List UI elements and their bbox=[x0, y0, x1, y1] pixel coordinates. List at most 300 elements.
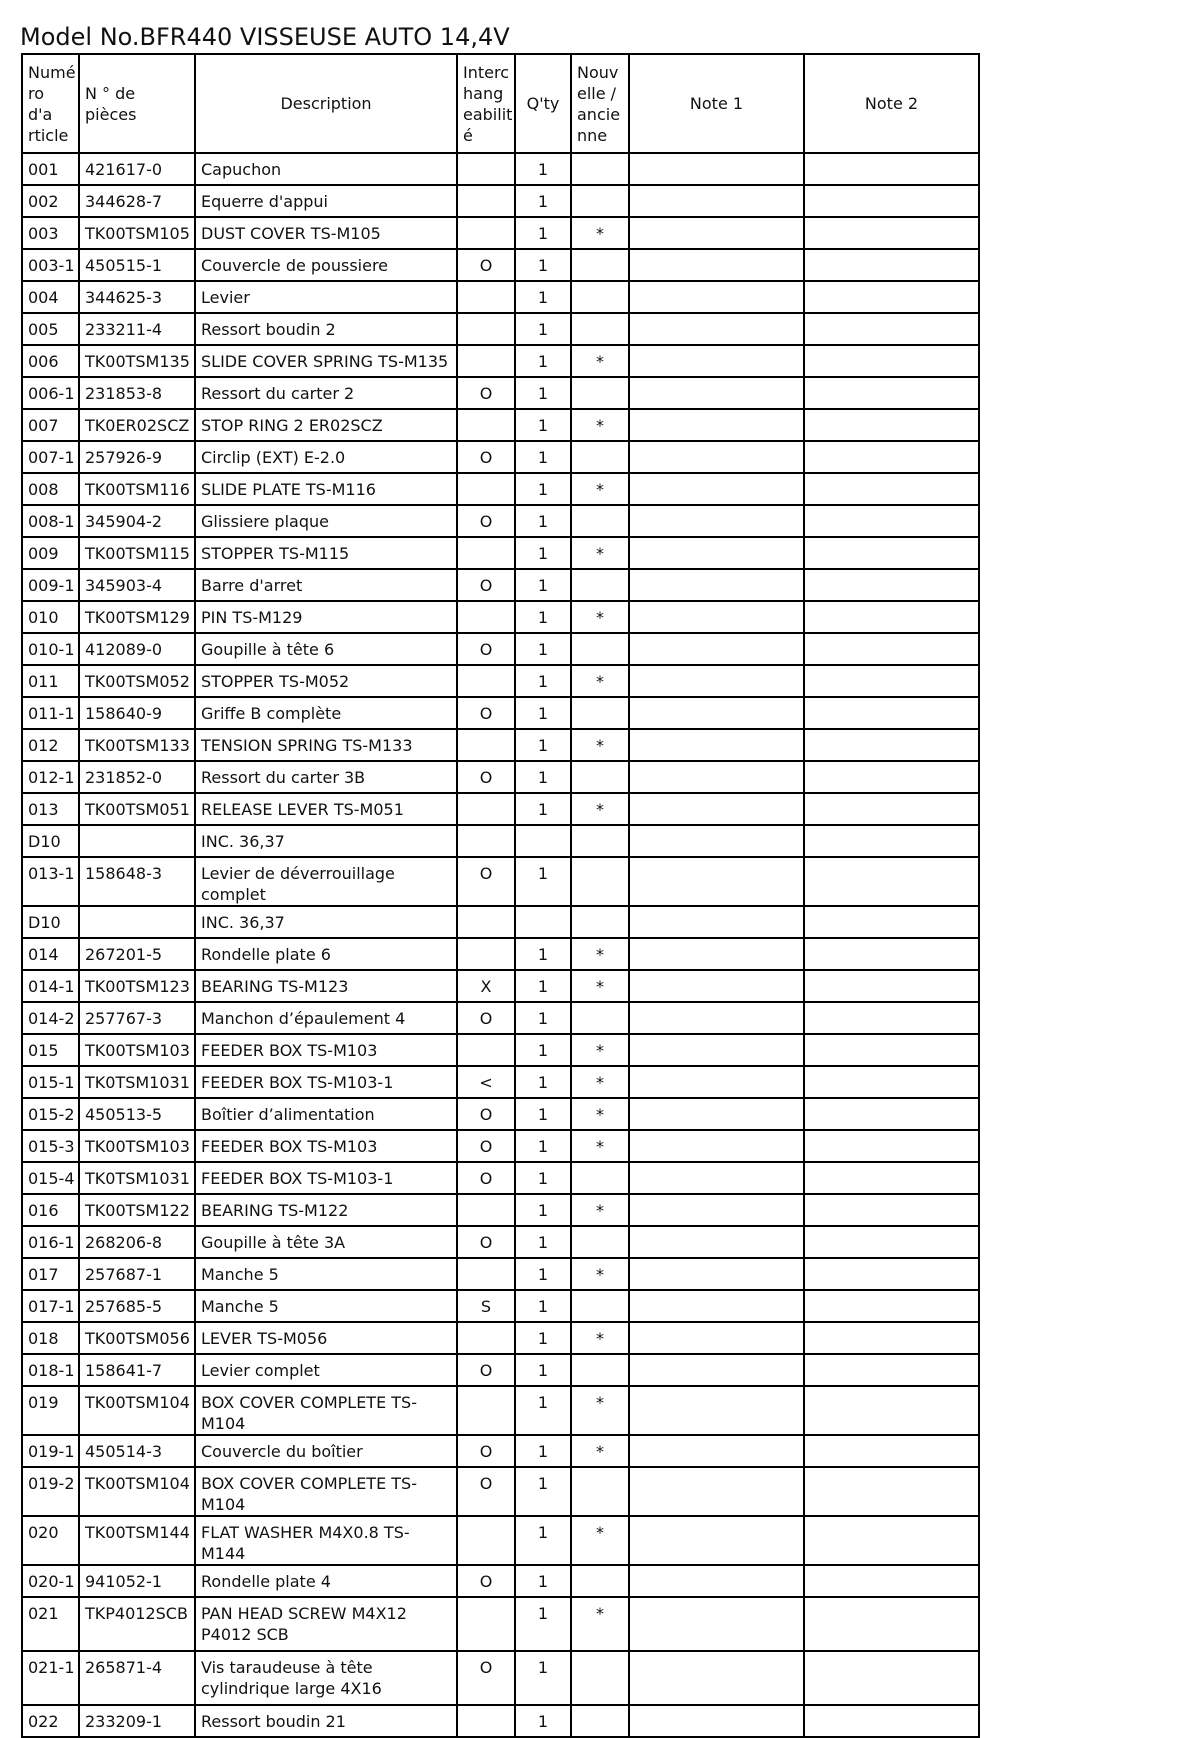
note2-cell bbox=[804, 569, 979, 601]
item-number-cell: 015-2 bbox=[22, 1098, 79, 1130]
table-row bbox=[22, 569, 979, 601]
table-row bbox=[22, 1467, 979, 1516]
table-body bbox=[22, 153, 979, 1737]
description-cell: SLIDE COVER SPRING TS-M135 bbox=[195, 345, 457, 377]
note2-cell bbox=[804, 249, 979, 281]
description-cell: FEEDER BOX TS-M103 bbox=[195, 1034, 457, 1066]
interchangeability-cell: O bbox=[457, 857, 515, 906]
interchangeability-cell: O bbox=[457, 377, 515, 409]
part-number-cell: 257685-5 bbox=[79, 1290, 195, 1322]
quantity-cell: 1 bbox=[515, 601, 571, 633]
interchangeability-cell: < bbox=[457, 1066, 515, 1098]
description-cell: Manchon d’épaulement 4 bbox=[195, 1002, 457, 1034]
item-number-cell: 021 bbox=[22, 1597, 79, 1651]
note2-cell bbox=[804, 217, 979, 249]
quantity-cell: 1 bbox=[515, 1098, 571, 1130]
item-number-cell: 017 bbox=[22, 1258, 79, 1290]
part-number-cell: TK00TSM115 bbox=[79, 537, 195, 569]
note1-cell bbox=[629, 1354, 804, 1386]
part-number-cell: 345904-2 bbox=[79, 505, 195, 537]
note1-cell bbox=[629, 793, 804, 825]
note1-cell bbox=[629, 857, 804, 906]
description-cell: Vis taraudeuse à tête cylindrique large 4X16 bbox=[195, 1651, 457, 1705]
table-row bbox=[22, 345, 979, 377]
note1-cell bbox=[629, 377, 804, 409]
quantity-cell: 1 bbox=[515, 217, 571, 249]
note2-cell bbox=[804, 601, 979, 633]
part-number-cell: TK00TSM052 bbox=[79, 665, 195, 697]
new-old-cell bbox=[571, 825, 629, 857]
item-number-cell: 014 bbox=[22, 938, 79, 970]
part-number-cell: TK00TSM144 bbox=[79, 1516, 195, 1565]
new-old-cell bbox=[571, 505, 629, 537]
description-cell: BOX COVER COMPLETE TS-M104 bbox=[195, 1386, 457, 1435]
description-cell: STOPPER TS-M052 bbox=[195, 665, 457, 697]
new-old-cell: * bbox=[571, 938, 629, 970]
header-interchangeability: Interc hang eabilit é bbox=[457, 54, 515, 153]
new-old-cell: * bbox=[571, 793, 629, 825]
note2-cell bbox=[804, 473, 979, 505]
description-cell: BOX COVER COMPLETE TS-M104 bbox=[195, 1467, 457, 1516]
note2-cell bbox=[804, 313, 979, 345]
header-item-no: Numé ro d'a rticle bbox=[22, 54, 79, 153]
table-row bbox=[22, 1322, 979, 1354]
item-number-cell: 020-1 bbox=[22, 1565, 79, 1597]
item-number-cell: 007 bbox=[22, 409, 79, 441]
note2-cell bbox=[804, 1162, 979, 1194]
interchangeability-cell bbox=[457, 1705, 515, 1737]
note2-cell bbox=[804, 345, 979, 377]
part-number-cell: 267201-5 bbox=[79, 938, 195, 970]
header-note1: Note 1 bbox=[629, 54, 804, 153]
interchangeability-cell: X bbox=[457, 970, 515, 1002]
note1-cell bbox=[629, 217, 804, 249]
note1-cell bbox=[629, 970, 804, 1002]
quantity-cell: 1 bbox=[515, 1322, 571, 1354]
note2-cell bbox=[804, 1226, 979, 1258]
item-number-cell: 013-1 bbox=[22, 857, 79, 906]
note2-cell bbox=[804, 281, 979, 313]
part-number-cell: 257687-1 bbox=[79, 1258, 195, 1290]
note2-cell bbox=[804, 665, 979, 697]
description-cell: Griffe B complète bbox=[195, 697, 457, 729]
note2-cell bbox=[804, 409, 979, 441]
interchangeability-cell: O bbox=[457, 1435, 515, 1467]
new-old-cell bbox=[571, 281, 629, 313]
interchangeability-cell bbox=[457, 409, 515, 441]
quantity-cell: 1 bbox=[515, 1354, 571, 1386]
interchangeability-cell bbox=[457, 906, 515, 938]
note1-cell bbox=[629, 153, 804, 185]
description-cell: Levier bbox=[195, 281, 457, 313]
part-number-cell: 941052-1 bbox=[79, 1565, 195, 1597]
quantity-cell: 1 bbox=[515, 249, 571, 281]
interchangeability-cell bbox=[457, 1258, 515, 1290]
note1-cell bbox=[629, 1651, 804, 1705]
new-old-cell bbox=[571, 153, 629, 185]
description-cell: LEVER TS-M056 bbox=[195, 1322, 457, 1354]
part-number-cell: TK0TSM1031 bbox=[79, 1066, 195, 1098]
table-row bbox=[22, 441, 979, 473]
header-description: Description bbox=[195, 54, 457, 153]
quantity-cell: 1 bbox=[515, 281, 571, 313]
quantity-cell: 1 bbox=[515, 409, 571, 441]
description-cell: Goupille à tête 3A bbox=[195, 1226, 457, 1258]
part-number-cell: TK00TSM123 bbox=[79, 970, 195, 1002]
item-number-cell: 015 bbox=[22, 1034, 79, 1066]
part-number-cell: 257767-3 bbox=[79, 1002, 195, 1034]
new-old-cell: * bbox=[571, 217, 629, 249]
note1-cell bbox=[629, 1597, 804, 1651]
new-old-cell: * bbox=[571, 601, 629, 633]
quantity-cell: 1 bbox=[515, 1226, 571, 1258]
new-old-cell: * bbox=[571, 1098, 629, 1130]
description-cell: Rondelle plate 4 bbox=[195, 1565, 457, 1597]
note1-cell bbox=[629, 1034, 804, 1066]
new-old-cell bbox=[571, 1565, 629, 1597]
part-number-cell: 268206-8 bbox=[79, 1226, 195, 1258]
description-cell: INC. 36,37 bbox=[195, 825, 457, 857]
description-cell: Manche 5 bbox=[195, 1290, 457, 1322]
item-number-cell: 006-1 bbox=[22, 377, 79, 409]
header-qty: Q'ty bbox=[515, 54, 571, 153]
quantity-cell: 1 bbox=[515, 505, 571, 537]
new-old-cell bbox=[571, 1162, 629, 1194]
new-old-cell: * bbox=[571, 1194, 629, 1226]
quantity-cell: 1 bbox=[515, 1066, 571, 1098]
new-old-cell: * bbox=[571, 345, 629, 377]
table-row bbox=[22, 1194, 979, 1226]
note2-cell bbox=[804, 1258, 979, 1290]
interchangeability-cell bbox=[457, 217, 515, 249]
item-number-cell: 015-4 bbox=[22, 1162, 79, 1194]
note2-cell bbox=[804, 906, 979, 938]
description-cell: Capuchon bbox=[195, 153, 457, 185]
table-row bbox=[22, 1516, 979, 1565]
quantity-cell: 1 bbox=[515, 1130, 571, 1162]
item-number-cell: 016 bbox=[22, 1194, 79, 1226]
quantity-cell: 1 bbox=[515, 441, 571, 473]
new-old-cell: * bbox=[571, 409, 629, 441]
part-number-cell: TK00TSM104 bbox=[79, 1386, 195, 1435]
new-old-cell: * bbox=[571, 1034, 629, 1066]
note2-cell bbox=[804, 1066, 979, 1098]
description-cell: RELEASE LEVER TS-M051 bbox=[195, 793, 457, 825]
interchangeability-cell bbox=[457, 153, 515, 185]
note2-cell bbox=[804, 1002, 979, 1034]
note2-cell bbox=[804, 970, 979, 1002]
table-row bbox=[22, 473, 979, 505]
item-number-cell: 021-1 bbox=[22, 1651, 79, 1705]
quantity-cell: 1 bbox=[515, 1162, 571, 1194]
item-number-cell: 003 bbox=[22, 217, 79, 249]
interchangeability-cell bbox=[457, 793, 515, 825]
table-row bbox=[22, 825, 979, 857]
table-row bbox=[22, 1066, 979, 1098]
item-number-cell: 013 bbox=[22, 793, 79, 825]
note1-cell bbox=[629, 729, 804, 761]
note1-cell bbox=[629, 938, 804, 970]
table-row bbox=[22, 697, 979, 729]
table-row bbox=[22, 1002, 979, 1034]
note2-cell bbox=[804, 1467, 979, 1516]
note1-cell bbox=[629, 1386, 804, 1435]
part-number-cell: TK00TSM103 bbox=[79, 1034, 195, 1066]
part-number-cell: 231853-8 bbox=[79, 377, 195, 409]
interchangeability-cell bbox=[457, 1322, 515, 1354]
description-cell: PAN HEAD SCREW M4X12 P4012 SCB bbox=[195, 1597, 457, 1651]
new-old-cell: * bbox=[571, 1322, 629, 1354]
description-cell: FEEDER BOX TS-M103-1 bbox=[195, 1162, 457, 1194]
table-row bbox=[22, 1705, 979, 1737]
item-number-cell: 012-1 bbox=[22, 761, 79, 793]
note2-cell bbox=[804, 1651, 979, 1705]
new-old-cell: * bbox=[571, 1516, 629, 1565]
note2-cell bbox=[804, 153, 979, 185]
part-number-cell: TK00TSM135 bbox=[79, 345, 195, 377]
part-number-cell: 450513-5 bbox=[79, 1098, 195, 1130]
new-old-cell bbox=[571, 185, 629, 217]
note1-cell bbox=[629, 906, 804, 938]
new-old-cell: * bbox=[571, 473, 629, 505]
item-number-cell: 010 bbox=[22, 601, 79, 633]
quantity-cell: 1 bbox=[515, 665, 571, 697]
new-old-cell bbox=[571, 761, 629, 793]
note2-cell bbox=[804, 1386, 979, 1435]
table-row bbox=[22, 938, 979, 970]
interchangeability-cell: O bbox=[457, 633, 515, 665]
description-cell: FEEDER BOX TS-M103-1 bbox=[195, 1066, 457, 1098]
interchangeability-cell bbox=[457, 1386, 515, 1435]
header-row bbox=[22, 54, 979, 153]
note2-cell bbox=[804, 761, 979, 793]
note2-cell bbox=[804, 1322, 979, 1354]
table-row bbox=[22, 217, 979, 249]
part-number-cell: 265871-4 bbox=[79, 1651, 195, 1705]
interchangeability-cell bbox=[457, 281, 515, 313]
item-number-cell: 006 bbox=[22, 345, 79, 377]
interchangeability-cell: O bbox=[457, 697, 515, 729]
interchangeability-cell: O bbox=[457, 761, 515, 793]
note1-cell bbox=[629, 601, 804, 633]
table-row bbox=[22, 537, 979, 569]
note2-cell bbox=[804, 185, 979, 217]
note1-cell bbox=[629, 569, 804, 601]
quantity-cell: 1 bbox=[515, 1565, 571, 1597]
interchangeability-cell: O bbox=[457, 441, 515, 473]
interchangeability-cell: O bbox=[457, 1226, 515, 1258]
item-number-cell: 015-1 bbox=[22, 1066, 79, 1098]
note1-cell bbox=[629, 1435, 804, 1467]
note2-cell bbox=[804, 441, 979, 473]
quantity-cell: 1 bbox=[515, 345, 571, 377]
table-row bbox=[22, 1130, 979, 1162]
note2-cell bbox=[804, 1098, 979, 1130]
table-row bbox=[22, 1226, 979, 1258]
interchangeability-cell: O bbox=[457, 1002, 515, 1034]
part-number-cell bbox=[79, 825, 195, 857]
part-number-cell: 231852-0 bbox=[79, 761, 195, 793]
interchangeability-cell: O bbox=[457, 1354, 515, 1386]
note1-cell bbox=[629, 281, 804, 313]
interchangeability-cell bbox=[457, 345, 515, 377]
note2-cell bbox=[804, 1435, 979, 1467]
table-row bbox=[22, 153, 979, 185]
interchangeability-cell: O bbox=[457, 1162, 515, 1194]
item-number-cell: 007-1 bbox=[22, 441, 79, 473]
new-old-cell: * bbox=[571, 1066, 629, 1098]
new-old-cell bbox=[571, 1226, 629, 1258]
interchangeability-cell: O bbox=[457, 249, 515, 281]
new-old-cell bbox=[571, 377, 629, 409]
item-number-cell: 018 bbox=[22, 1322, 79, 1354]
item-number-cell: 014-1 bbox=[22, 970, 79, 1002]
note2-cell bbox=[804, 793, 979, 825]
item-number-cell: 010-1 bbox=[22, 633, 79, 665]
quantity-cell: 1 bbox=[515, 1034, 571, 1066]
item-number-cell: D10 bbox=[22, 906, 79, 938]
new-old-cell bbox=[571, 906, 629, 938]
table-row bbox=[22, 1034, 979, 1066]
description-cell: Equerre d'appui bbox=[195, 185, 457, 217]
new-old-cell bbox=[571, 857, 629, 906]
quantity-cell: 1 bbox=[515, 1705, 571, 1737]
quantity-cell: 1 bbox=[515, 153, 571, 185]
item-number-cell: 005 bbox=[22, 313, 79, 345]
table-row bbox=[22, 1290, 979, 1322]
description-cell: INC. 36,37 bbox=[195, 906, 457, 938]
description-cell: Circlip (EXT) E-2.0 bbox=[195, 441, 457, 473]
description-cell: Goupille à tête 6 bbox=[195, 633, 457, 665]
new-old-cell bbox=[571, 313, 629, 345]
note2-cell bbox=[804, 633, 979, 665]
note1-cell bbox=[629, 1066, 804, 1098]
description-cell: Barre d'arret bbox=[195, 569, 457, 601]
description-cell: Ressort boudin 2 bbox=[195, 313, 457, 345]
quantity-cell: 1 bbox=[515, 1258, 571, 1290]
note1-cell bbox=[629, 633, 804, 665]
table-row bbox=[22, 185, 979, 217]
part-number-cell: 345903-4 bbox=[79, 569, 195, 601]
quantity-cell: 1 bbox=[515, 1467, 571, 1516]
item-number-cell: D10 bbox=[22, 825, 79, 857]
table-row bbox=[22, 601, 979, 633]
item-number-cell: 001 bbox=[22, 153, 79, 185]
description-cell: FEEDER BOX TS-M103 bbox=[195, 1130, 457, 1162]
new-old-cell: * bbox=[571, 970, 629, 1002]
item-number-cell: 002 bbox=[22, 185, 79, 217]
interchangeability-cell bbox=[457, 1034, 515, 1066]
new-old-cell: * bbox=[571, 1258, 629, 1290]
table-row bbox=[22, 281, 979, 313]
note1-cell bbox=[629, 1194, 804, 1226]
quantity-cell: 1 bbox=[515, 793, 571, 825]
item-number-cell: 011 bbox=[22, 665, 79, 697]
interchangeability-cell: O bbox=[457, 1651, 515, 1705]
note1-cell bbox=[629, 665, 804, 697]
note1-cell bbox=[629, 825, 804, 857]
quantity-cell: 1 bbox=[515, 1597, 571, 1651]
quantity-cell: 1 bbox=[515, 537, 571, 569]
interchangeability-cell bbox=[457, 313, 515, 345]
item-number-cell: 017-1 bbox=[22, 1290, 79, 1322]
description-cell: Rondelle plate 6 bbox=[195, 938, 457, 970]
new-old-cell: * bbox=[571, 1130, 629, 1162]
item-number-cell: 003-1 bbox=[22, 249, 79, 281]
note2-cell bbox=[804, 377, 979, 409]
item-number-cell: 022 bbox=[22, 1705, 79, 1737]
note1-cell bbox=[629, 1130, 804, 1162]
part-number-cell: 158648-3 bbox=[79, 857, 195, 906]
interchangeability-cell bbox=[457, 537, 515, 569]
table-row bbox=[22, 505, 979, 537]
table-row bbox=[22, 1435, 979, 1467]
part-number-cell: TK00TSM116 bbox=[79, 473, 195, 505]
note1-cell bbox=[629, 1565, 804, 1597]
item-number-cell: 012 bbox=[22, 729, 79, 761]
table-row bbox=[22, 793, 979, 825]
description-cell: TENSION SPRING TS-M133 bbox=[195, 729, 457, 761]
note1-cell bbox=[629, 185, 804, 217]
note2-cell bbox=[804, 1597, 979, 1651]
table-row bbox=[22, 409, 979, 441]
table-row bbox=[22, 1597, 979, 1651]
new-old-cell bbox=[571, 1651, 629, 1705]
note1-cell bbox=[629, 345, 804, 377]
header-part-no: N ° de pièces bbox=[79, 54, 195, 153]
note1-cell bbox=[629, 505, 804, 537]
new-old-cell: * bbox=[571, 1597, 629, 1651]
part-number-cell: TK00TSM056 bbox=[79, 1322, 195, 1354]
part-number-cell: TK00TSM103 bbox=[79, 1130, 195, 1162]
note1-cell bbox=[629, 441, 804, 473]
header-note2: Note 2 bbox=[804, 54, 979, 153]
quantity-cell: 1 bbox=[515, 313, 571, 345]
note1-cell bbox=[629, 409, 804, 441]
table-row bbox=[22, 1386, 979, 1435]
table-row bbox=[22, 761, 979, 793]
note2-cell bbox=[804, 1034, 979, 1066]
part-number-cell: TK00TSM122 bbox=[79, 1194, 195, 1226]
interchangeability-cell: O bbox=[457, 1098, 515, 1130]
new-old-cell bbox=[571, 1002, 629, 1034]
note2-cell bbox=[804, 537, 979, 569]
description-cell: Levier complet bbox=[195, 1354, 457, 1386]
part-number-cell: TK0ER02SCZ bbox=[79, 409, 195, 441]
description-cell: PIN TS-M129 bbox=[195, 601, 457, 633]
description-cell: Manche 5 bbox=[195, 1258, 457, 1290]
item-number-cell: 009 bbox=[22, 537, 79, 569]
quantity-cell: 1 bbox=[515, 1002, 571, 1034]
quantity-cell: 1 bbox=[515, 697, 571, 729]
description-cell: FLAT WASHER M4X0.8 TS-M144 bbox=[195, 1516, 457, 1565]
part-number-cell: TK00TSM133 bbox=[79, 729, 195, 761]
item-number-cell: 011-1 bbox=[22, 697, 79, 729]
table-row bbox=[22, 729, 979, 761]
description-cell: DUST COVER TS-M105 bbox=[195, 217, 457, 249]
interchangeability-cell bbox=[457, 825, 515, 857]
new-old-cell bbox=[571, 1467, 629, 1516]
item-number-cell: 004 bbox=[22, 281, 79, 313]
description-cell: Glissiere plaque bbox=[195, 505, 457, 537]
note1-cell bbox=[629, 761, 804, 793]
description-cell: Couvercle du boîtier bbox=[195, 1435, 457, 1467]
item-number-cell: 019 bbox=[22, 1386, 79, 1435]
part-number-cell: TK00TSM129 bbox=[79, 601, 195, 633]
note2-cell bbox=[804, 697, 979, 729]
interchangeability-cell bbox=[457, 938, 515, 970]
table-row bbox=[22, 970, 979, 1002]
